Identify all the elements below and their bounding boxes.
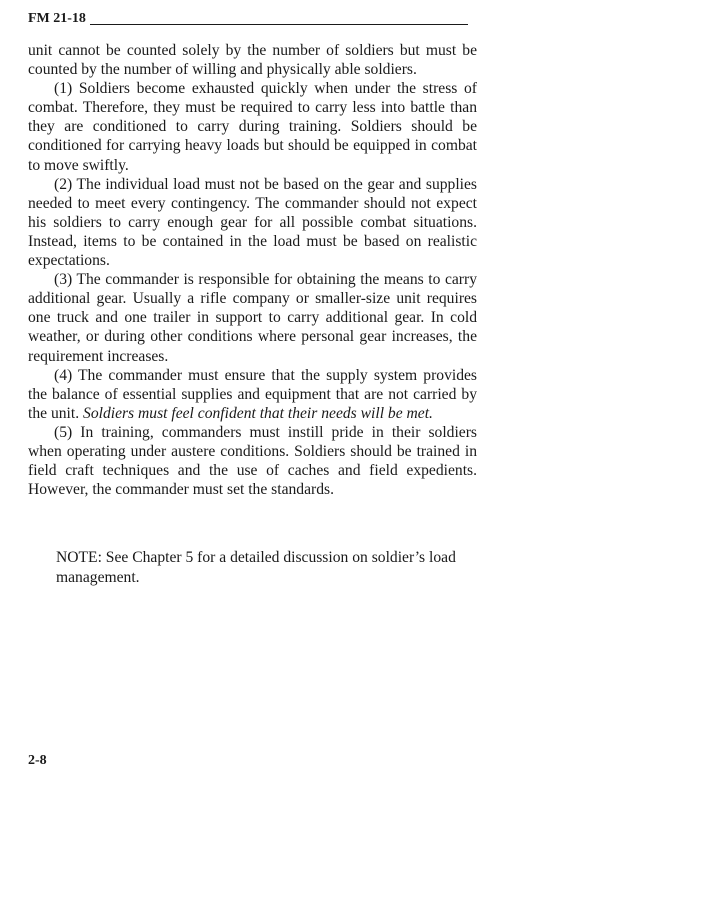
paragraph-5: (5) In training, commanders must instill pride in their soldiers when operating under austere conditions. Soldiers should be trained in field craft techniques and the use of caches and field expedients. However, the commander must set the standards. (28, 423, 477, 499)
paragraph-4-text: (4) The commander must ensure that the supply system provides the balance of essential supplies and equipment that are not carried by the unit. (28, 366, 477, 422)
note-text: NOTE: See Chapter 5 for a detailed discussion on soldier’s load management. (56, 549, 456, 586)
paragraph-4-emphasis: Soldiers must feel confident that their needs will be met. (83, 404, 433, 422)
paragraph-4 (28, 366, 477, 423)
intro-paragraph: unit cannot be counted solely by the number of soldiers but must be counted by the number of willing and physically able soldiers. (28, 42, 477, 79)
note-block (56, 548, 476, 588)
header-rule (90, 24, 468, 25)
paragraph-1: (1) Soldiers become exhausted quickly when under the stress of combat. Therefore, they must be required to carry less into battle than they are conditioned to carry during training. Soldiers should be conditioned for carrying heavy loads but should be equipped in combat to move swiftly. (28, 80, 477, 174)
paragraph-3: (3) The commander is responsible for obtaining the means to carry additional gear. Usually a rifle company or smaller-size unit requires one truck and one trailer in support to carry additional gear. In cold weather, or during other conditions where personal gear increases, the requirement increases. (28, 271, 477, 365)
page-number: 2-8 (28, 753, 47, 768)
page-header (28, 10, 468, 26)
paragraph-2: (2) The individual load must not be based on the gear and supplies needed to meet every contingency. The commander should not expect his soldiers to carry enough gear for all possible combat situations. Instead, items to be contained in the load must be based on realistic expectations. (28, 175, 477, 270)
document-id: FM 21-18 (28, 11, 86, 26)
body-text (28, 41, 477, 499)
